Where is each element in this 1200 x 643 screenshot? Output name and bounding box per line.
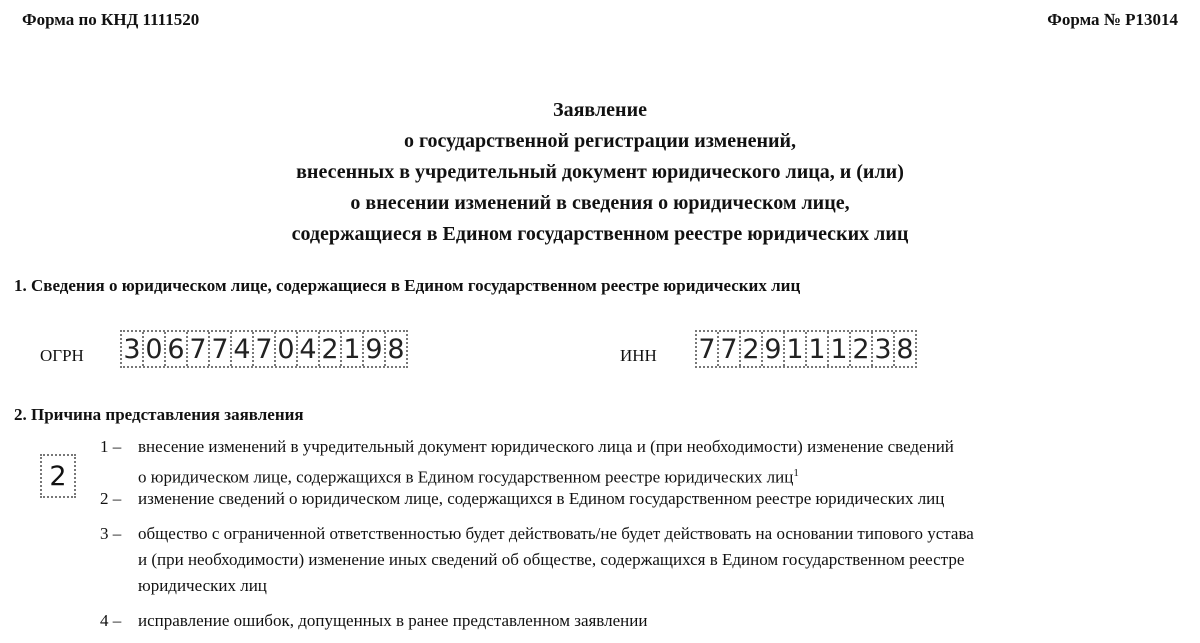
- reason-option-2: [100, 486, 1190, 512]
- section-1-heading: 1. Сведения о юридическом лице, содержащиеся в Едином государственном реестре юридических лиц: [14, 276, 801, 295]
- ogrn-digit-cell[interactable]: 6: [166, 332, 188, 366]
- ogrn-digit-cell[interactable]: 7: [254, 332, 276, 366]
- inn-digit-cell[interactable]: 3: [873, 332, 895, 366]
- option-text-line: юридических лиц: [138, 576, 267, 595]
- document-title: [0, 95, 1200, 250]
- inn-digit-cell[interactable]: 7: [697, 332, 719, 366]
- option-text-line: общество с ограниченной ответственностью будет действовать/не будет действовать на основании типового устава: [138, 524, 974, 543]
- ogrn-digit-cell[interactable]: 4: [298, 332, 320, 366]
- option-number: 3 –: [100, 524, 122, 543]
- ogrn-digit-cell[interactable]: 2: [320, 332, 342, 366]
- reason-option-1: [100, 434, 1190, 491]
- option-text-line: и (при необходимости) изменение иных сведений об обществе, содержащихся в Едином государственном реестре: [138, 550, 965, 569]
- ogrn-field[interactable]: [120, 330, 408, 368]
- inn-digit-cell[interactable]: 1: [829, 332, 851, 366]
- ogrn-digit-cell[interactable]: 9: [364, 332, 386, 366]
- option-text-line: внесение изменений в учредительный документ юридического лица и (при необходимости) изменение сведений: [138, 437, 954, 456]
- option-text-line: о юридическом лице, содержащихся в Едином государственном реестре юридических лиц: [138, 467, 794, 487]
- option-number: 1 –: [100, 437, 122, 456]
- inn-label: ИНН: [620, 346, 657, 365]
- inn-digit-cell[interactable]: 7: [719, 332, 741, 366]
- reason-code-field[interactable]: 2: [40, 454, 76, 498]
- reason-option-4: [100, 608, 1190, 634]
- title-line: о внесении изменений в сведения о юридическом лице,: [350, 192, 850, 214]
- form-number-label: Форма № Р13014: [1047, 10, 1178, 29]
- title-line: внесенных в учредительный документ юридического лица, и (или): [296, 161, 904, 183]
- section-2-heading: 2. Причина представления заявления: [14, 405, 304, 424]
- option-text-line: изменение сведений о юридическом лице, содержащихся в Едином государственном реестре юридических лиц: [138, 489, 945, 508]
- ogrn-digit-cell[interactable]: 3: [122, 332, 144, 366]
- inn-field[interactable]: [695, 330, 917, 368]
- title-line: о государственной регистрации изменений,: [403, 130, 797, 152]
- ogrn-label: ОГРН: [40, 346, 84, 365]
- footnote-marker: 1: [793, 467, 799, 479]
- ogrn-digit-cell[interactable]: 4: [232, 332, 254, 366]
- ogrn-digit-cell[interactable]: 0: [144, 332, 166, 366]
- inn-digit-cell[interactable]: 1: [807, 332, 829, 366]
- ogrn-digit-cell[interactable]: 7: [210, 332, 232, 366]
- option-number: 2 –: [100, 489, 122, 508]
- reason-option-3: [100, 521, 1190, 599]
- ogrn-digit-cell[interactable]: 7: [188, 332, 210, 366]
- inn-digit-cell[interactable]: 9: [763, 332, 785, 366]
- ogrn-digit-cell[interactable]: 8: [387, 333, 405, 365]
- option-number: 4 –: [100, 611, 122, 630]
- inn-digit-cell[interactable]: 1: [785, 332, 807, 366]
- ogrn-digit-cell[interactable]: 0: [276, 332, 298, 366]
- inn-digit-cell[interactable]: 8: [896, 333, 914, 365]
- title-line: содержащиеся в Едином государственном реестре юридических лиц: [291, 223, 909, 245]
- option-text-line: исправление ошибок, допущенных в ранее представленном заявлении: [138, 611, 648, 630]
- form-code-label: Форма по КНД 1111520: [22, 10, 200, 29]
- ogrn-digit-cell[interactable]: 1: [342, 332, 364, 366]
- title-line: Заявление: [553, 99, 647, 121]
- inn-digit-cell[interactable]: 2: [851, 332, 873, 366]
- inn-digit-cell[interactable]: 2: [741, 332, 763, 366]
